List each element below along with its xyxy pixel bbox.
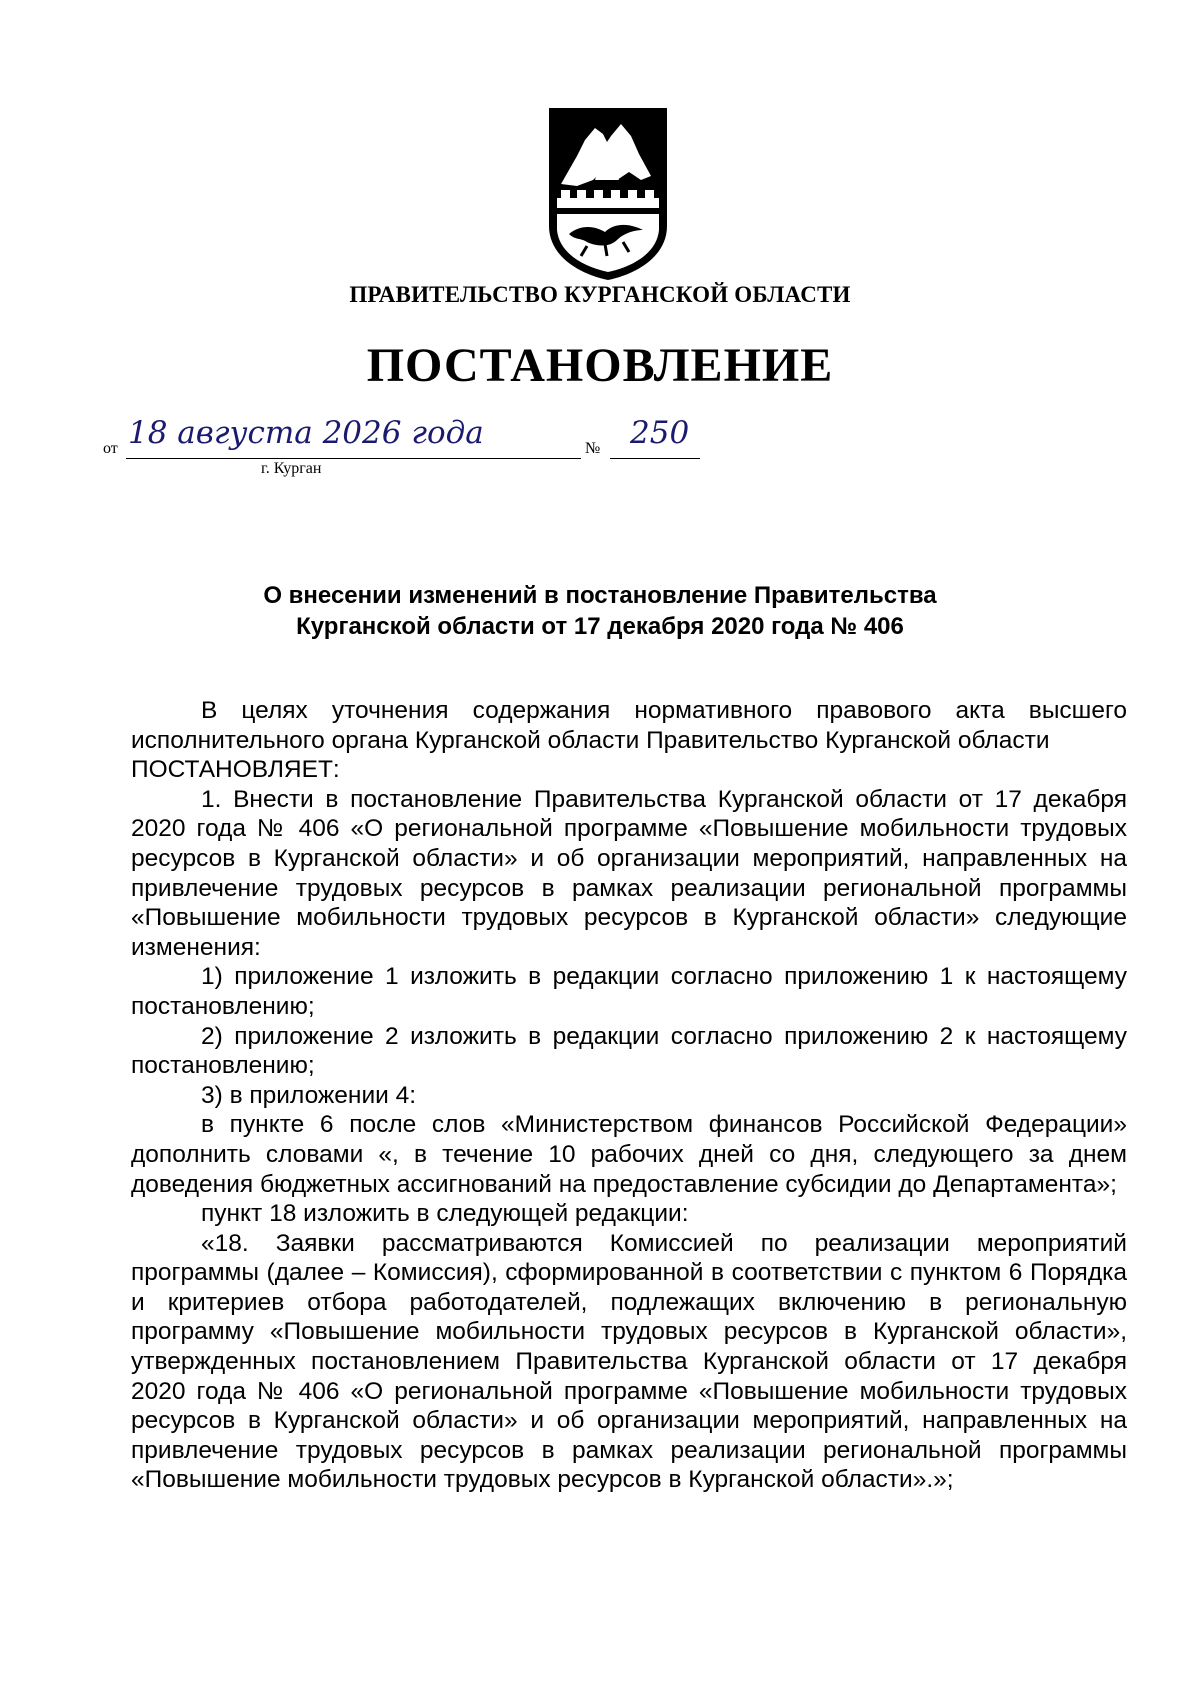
date-number-line: [103, 415, 690, 488]
document-body: [131, 696, 1127, 1495]
city-label: г. Курган: [261, 460, 322, 477]
number-label: №: [585, 440, 601, 457]
document-type-heading: ПОСТАНОВЛЕНИЕ: [366, 339, 834, 392]
handwritten-number: 250: [630, 415, 690, 451]
date-field: [126, 415, 581, 459]
document-title: [120, 580, 1080, 642]
number-field: [610, 415, 700, 459]
handwritten-date: 18 августа 2026 года: [128, 415, 484, 451]
body-paragraph: «18. Заявки рассматриваются Комиссией по реализации мероприятий программы (далее – Комиссия), сформированной в соответствии с пунктом 6 Порядка и критериев отбора работодателей, подлежащих включению в региональную программу «Повышение мобильности трудовых ресурсов в Курганской области», утвержденных постановлением Правительства Курганской области от 17 декабря 2020 года № 406 «О региональной программе «Повышение мобильности трудовых ресурсов в Курганской области» и об организации мероприятий, направленных на привлечение трудовых ресурсов в рамках реализации региональной программы «Повышение мобильности трудовых ресурсов в Курганской области».»;: [131, 1229, 1127, 1494]
body-paragraph: 2) приложение 2 изложить в редакции согласно приложению 2 к настоящему постановлению;: [131, 1022, 1127, 1080]
body-paragraph: в пункте 6 после слов «Министерством финансов Российской Федерации» дополнить словами «, в течение 10 рабочих дней со дня, следующего за днем доведения бюджетных ассигнований на предоставление субсидии до Департамента»;: [131, 1111, 1127, 1198]
body-paragraph: пункт 18 изложить в следующей редакции:: [201, 1200, 689, 1228]
body-paragraph: 3) в приложении 4:: [201, 1081, 417, 1109]
body-paragraph: 1. Внести в постановление Правительства Курганской области от 17 декабря 2020 года № 406 «О региональной программе «Повышение мобильности трудовых ресурсов в Курганской области» и об организации мероприятий, направленных на привлечение трудовых ресурсов в рамках реализации региональной программы «Повышение мобильности трудовых ресурсов в Курганской области» следующие изменения:: [131, 785, 1127, 961]
body-paragraph: В целях уточнения содержания нормативного правового акта высшего исполнительного органа Курганской области Правительство Курганской области: [131, 697, 1127, 754]
resolution-keyword: ПОСТАНОВЛЯЕТ:: [131, 756, 340, 784]
organization-name: ПРАВИТЕЛЬСТВО КУРГАНСКОЙ ОБЛАСТИ: [349, 282, 851, 307]
date-prefix-label: от: [103, 440, 118, 457]
title-line: Курганской области от 17 декабря 2020 года № 406: [296, 613, 904, 640]
title-line: О внесении изменений в постановление Правительства: [263, 582, 937, 609]
kurgan-oblast-coat-of-arms-icon: [547, 106, 669, 282]
body-paragraph: 1) приложение 1 изложить в редакции согласно приложению 1 к настоящему постановлению;: [131, 963, 1127, 1020]
